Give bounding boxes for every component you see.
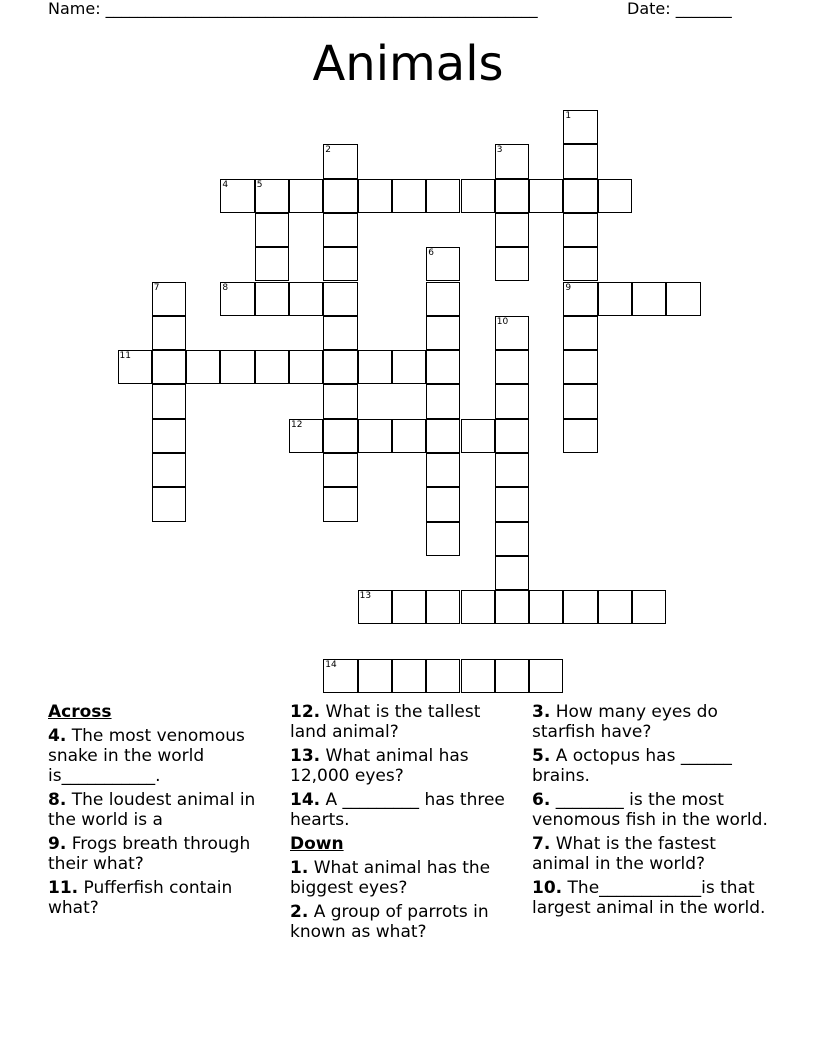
grid-cell[interactable] [289, 350, 323, 384]
grid-cell[interactable] [289, 282, 323, 316]
date-field-label: Date: _______ [627, 0, 732, 18]
clues-column-1 [48, 702, 276, 922]
grid-cell[interactable] [220, 179, 254, 213]
grid-cell[interactable] [529, 179, 563, 213]
grid-cell[interactable] [598, 282, 632, 316]
grid-cell[interactable] [152, 350, 186, 384]
clue-down-2: 2. A group of parrots in known as what? [290, 902, 489, 942]
grid-cell[interactable] [426, 590, 460, 624]
grid-cell[interactable] [495, 179, 529, 213]
clue-across-8: 8. The loudest animal in the world is a [48, 790, 256, 830]
clue-across-14: 14. A _________ has three hearts. [290, 790, 505, 830]
grid-cell[interactable] [323, 316, 357, 350]
across-heading: Across [48, 702, 112, 722]
clue-down-10: 10. The____________is that largest animal in the world. [532, 878, 766, 918]
grid-cell[interactable] [598, 179, 632, 213]
grid-cell[interactable] [323, 487, 357, 521]
grid-cell[interactable] [323, 419, 357, 453]
grid-cell[interactable] [255, 350, 289, 384]
clue-number: 14 [325, 659, 337, 670]
grid-cell[interactable] [186, 350, 220, 384]
grid-cell[interactable] [563, 350, 597, 384]
grid-cell[interactable] [323, 282, 357, 316]
grid-cell[interactable] [358, 419, 392, 453]
grid-cell[interactable] [426, 487, 460, 521]
grid-cell[interactable] [358, 350, 392, 384]
clue-down-1: 1. What animal has the biggest eyes? [290, 858, 491, 898]
grid-cell[interactable] [323, 144, 357, 178]
grid-cell[interactable] [563, 179, 597, 213]
clues-column-3 [532, 702, 772, 922]
grid-cell[interactable] [255, 213, 289, 247]
grid-cell[interactable] [461, 179, 495, 213]
name-field-label: Name: ______________________________________________________ [48, 0, 538, 18]
grid-cell[interactable] [426, 419, 460, 453]
grid-cell[interactable] [289, 179, 323, 213]
grid-cell[interactable] [495, 453, 529, 487]
grid-cell[interactable] [152, 384, 186, 418]
clue-number: 3 [496, 145, 503, 156]
grid-cell[interactable] [255, 282, 289, 316]
grid-cell[interactable] [255, 179, 289, 213]
grid-cell[interactable] [323, 179, 357, 213]
clue-number: 8 [222, 282, 229, 293]
clue-across-4: 4. The most venomous snake in the world is___________. [48, 726, 245, 786]
clue-number: 6 [428, 248, 434, 259]
grid-cell[interactable] [152, 282, 186, 316]
grid-cell[interactable] [426, 179, 460, 213]
grid-cell[interactable] [495, 350, 529, 384]
grid-cell[interactable] [563, 110, 597, 144]
grid-cell[interactable] [392, 590, 426, 624]
grid-cell[interactable] [152, 453, 186, 487]
grid-cell[interactable] [426, 247, 460, 281]
clue-across-11: 11. Pufferfish contain what? [48, 878, 233, 918]
grid-cell[interactable] [358, 179, 392, 213]
grid-cell[interactable] [323, 350, 357, 384]
grid-cell[interactable] [495, 144, 529, 178]
grid-cell[interactable] [461, 590, 495, 624]
clue-number: 13 [359, 591, 372, 602]
grid-cell[interactable] [563, 419, 597, 453]
grid-cell[interactable] [426, 522, 460, 556]
grid-cell[interactable] [152, 487, 186, 521]
grid-cell[interactable] [495, 419, 529, 453]
grid-cell[interactable] [220, 350, 254, 384]
clue-number: 7 [153, 282, 160, 293]
grid-cell[interactable] [461, 419, 495, 453]
grid-cell[interactable] [495, 659, 529, 693]
grid-cell[interactable] [323, 384, 357, 418]
clue-across-9: 9. Frogs breath through their what? [48, 834, 251, 874]
grid-cell[interactable] [426, 316, 460, 350]
clue-number: 11 [119, 351, 131, 362]
grid-cell[interactable] [666, 282, 700, 316]
down-heading: Down [290, 834, 344, 854]
clue-number: 9 [565, 282, 572, 293]
grid-cell[interactable] [495, 556, 529, 590]
grid-cell[interactable] [289, 419, 323, 453]
grid-cell[interactable] [323, 659, 357, 693]
clue-number: 5 [256, 179, 263, 190]
grid-cell[interactable] [392, 419, 426, 453]
grid-cell[interactable] [255, 247, 289, 281]
grid-cell[interactable] [152, 419, 186, 453]
clue-down-3: 3. How many eyes do starfish have? [532, 702, 718, 742]
grid-cell[interactable] [220, 282, 254, 316]
grid-cell[interactable] [495, 487, 529, 521]
grid-cell[interactable] [118, 350, 152, 384]
grid-cell[interactable] [392, 350, 426, 384]
clue-down-6: 6. ________ is the most venomous fish in the world. [532, 790, 768, 830]
clue-across-12: 12. What is the tallest land animal? [290, 702, 481, 742]
grid-cell[interactable] [426, 659, 460, 693]
grid-cell[interactable] [323, 453, 357, 487]
grid-cell[interactable] [598, 590, 632, 624]
grid-cell[interactable] [358, 590, 392, 624]
clue-number: 10 [496, 316, 509, 327]
page-title: Animals [312, 36, 504, 92]
grid-cell[interactable] [495, 384, 529, 418]
grid-cell[interactable] [563, 213, 597, 247]
grid-cell[interactable] [392, 659, 426, 693]
clue-down-7: 7. What is the fastest animal in the world? [532, 834, 716, 874]
grid-cell[interactable] [632, 590, 666, 624]
grid-cell[interactable] [495, 522, 529, 556]
grid-cell[interactable] [632, 282, 666, 316]
grid-cell[interactable] [495, 247, 529, 281]
grid-cell[interactable] [426, 282, 460, 316]
grid-cell[interactable] [358, 659, 392, 693]
grid-cell[interactable] [529, 659, 563, 693]
grid-cell[interactable] [495, 213, 529, 247]
clues-column-2 [290, 702, 518, 946]
clue-number: 2 [325, 145, 332, 156]
grid-cell[interactable] [495, 316, 529, 350]
grid-cell[interactable] [323, 213, 357, 247]
grid-cell[interactable] [563, 590, 597, 624]
grid-cell[interactable] [426, 384, 460, 418]
grid-cell[interactable] [563, 384, 597, 418]
grid-cell[interactable] [461, 659, 495, 693]
grid-cell[interactable] [495, 590, 529, 624]
grid-cell[interactable] [323, 247, 357, 281]
grid-cell[interactable] [529, 590, 563, 624]
grid-cell[interactable] [563, 247, 597, 281]
clue-number: 1 [565, 111, 572, 121]
clue-down-5: 5. A octopus has ______ brains. [532, 746, 732, 786]
grid-cell[interactable] [563, 316, 597, 350]
grid-cell[interactable] [392, 179, 426, 213]
grid-cell[interactable] [563, 282, 597, 316]
clue-number: 4 [222, 179, 229, 190]
clue-across-13: 13. What animal has 12,000 eyes? [290, 746, 469, 786]
grid-cell[interactable] [563, 144, 597, 178]
clue-number: 12 [291, 419, 303, 430]
grid-cell[interactable] [152, 316, 186, 350]
grid-cell[interactable] [426, 453, 460, 487]
grid-cell[interactable] [426, 350, 460, 384]
